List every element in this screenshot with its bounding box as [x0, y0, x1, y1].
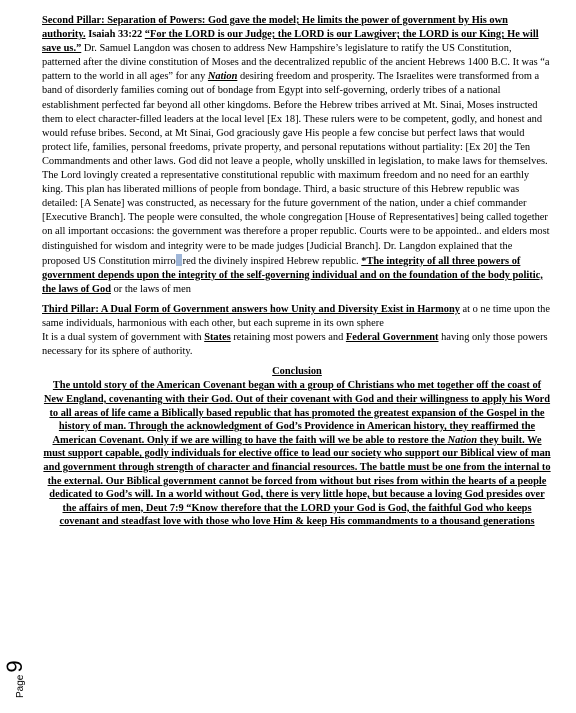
integrity-statement: *The integrity of all three powers of government depends upon the integrity of the self-governing individual and on the foundation of the body politic, the laws of God	[42, 255, 543, 295]
conclusion-heading: Conclusion	[272, 366, 322, 378]
paragraph-text: having only those powers necessary for its sphere of authority.	[42, 332, 548, 358]
scripture-quote: Know therefore that the LORD your God is God, the faithful God who keeps covenant and steadfast love with those who love Him & keep His commandments to a thousand generations	[59, 502, 535, 528]
document-page	[42, 14, 552, 529]
paragraph-text: red the divinely inspired Hebrew republic.	[182, 255, 362, 267]
federal-government-term: Federal Government	[345, 332, 439, 344]
paragraph-text: Dr. Samuel Langdon was chosen to address New Hampshire’s legislature to ratify the US Constitution, patterned after the divine constitution of Moses and the decentralized republic of the ancient Hebrews 1400 B.C. It was “a pattern to the world in all ages” for any	[42, 43, 550, 83]
conclusion-paragraph	[42, 379, 552, 529]
conclusion-text: Biblical government cannot be forced from without but rises from within the hearts of a people dedicated to God’s will.	[49, 475, 547, 501]
paragraph-text: retaining most powers and	[230, 332, 346, 344]
second-pillar-heading: Second Pillar: Separation of Powers: God gave the model; He limits the power of government by His own authority.	[42, 15, 508, 41]
page-number	[2, 628, 26, 698]
conclusion-text: The untold story of the American Covenant began with a group of Christians who met together off the coast of New England, covenanting with their God. Out of their covenant with God and their willingness to apply his Word to all areas of life came a Biblically based republic that has promoted the greatest expansion of the Gospel in the history of man. Through the acknowledgment of God’s Providence in American history, they reaffirmed the American Covenant. Only if we are willing to have the faith will we be able to restore the	[43, 380, 551, 446]
paragraph-text: at o ne time upon the same individuals, harmonious with each other, but each supreme in its own sphere	[42, 303, 550, 329]
paragraph-text: desiring freedom and prosperity. The Israelites were transformed from a band of disorderly families coming out of bondage from Egypt into self-governing, orderly tribes of a national establishment perfected far beyond all other kingdoms. Before the Hebrew tribes arrived at Mt. Sinai, Moses instructed them to elect character-filled leaders at the local level [Ex 18]. These rulers were to be competent, godly, and honest and would refuse bribes. Second, at Mt Sinai, God graciously gave His people a few concise but perfect laws that would protect life, families, personal freedoms, private property, and personal reputations without partiality: [Ex 20] the Ten Commandments and other laws. God did not leave a people, wholly unskilled in legislation, to make laws for themselves. The Lord lovingly created a representative constitutional republic with maximum freedom and no need for an earthly king. This plan has liberated millions of people from bondage. Third, a basic structure of this Hebrew republic was detailed: [A Senate] was constructed, as necessary for the future government of the nation, under a chief commander [Executive Branch]. The people were consulted, the whole congregation [House of Representatives] being called together on all important occasions: the government was therefore a proper republic. Courts were to be appointed.. and elders most distinguished for wisdom and integrity were to be made judges [Judicial Branch]. Dr. Langdon explained that the proposed US Constitution mirro	[42, 71, 550, 267]
conclusion-text: We must support capable, godly individuals for elective office to lead our society who support our Biblical view of man and government through strength of character and financial resources. The battle must be one from the internal to the external. Our	[43, 434, 551, 487]
scripture-quote: “For the LORD is our Judge; the LORD is our Lawgiver; the LORD is our King; He will save us.”	[42, 29, 539, 55]
second-pillar-paragraph	[42, 14, 552, 297]
states-term: States	[204, 332, 231, 344]
third-pillar-heading: Third Pillar: A Dual Form of Government answers how Unity and Diversity Exist in Harmony	[42, 303, 460, 315]
page-number-value: 9	[2, 660, 27, 673]
nation-term: Nation	[207, 71, 238, 83]
page-label: Page	[15, 674, 26, 698]
conclusion-text: In a world without God, there is very little hope, but because a loving God presides over the affairs of men,	[62, 489, 545, 514]
conclusion-text: they built.	[477, 434, 525, 446]
scripture-reference: Deut 7:9 “	[143, 502, 192, 514]
paragraph-text: or the laws of men	[111, 283, 191, 295]
text-cursor-marker	[176, 254, 182, 266]
paragraph-text: It is a dual system of government with	[42, 332, 205, 344]
third-pillar-paragraph	[42, 303, 552, 359]
scripture-reference: Isaiah 33:22	[88, 29, 143, 41]
nation-term: Nation	[447, 434, 478, 446]
